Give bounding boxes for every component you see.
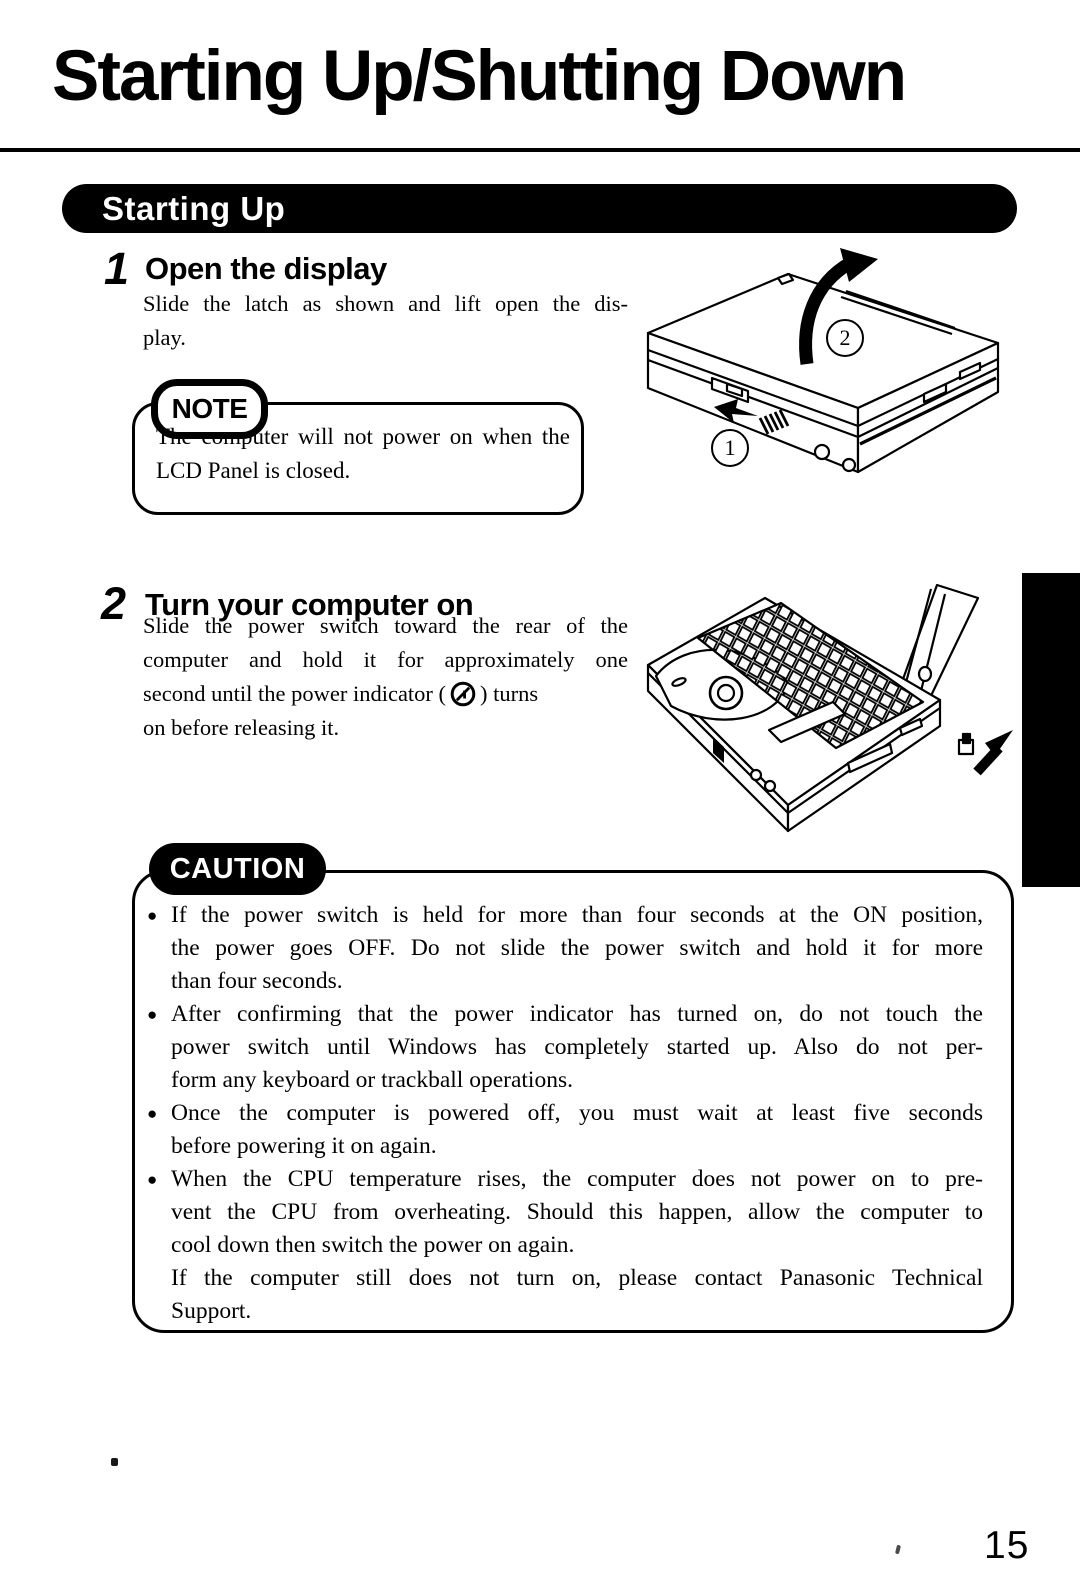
bullet-marker: ● [147, 906, 158, 925]
step2-body-line: Slide the power switch toward the rear of the [143, 613, 628, 638]
note-text-line: LCD Panel is closed. [156, 457, 351, 483]
figure-closed-laptop-open-display [628, 246, 1080, 508]
caution-line: than four seconds. [171, 968, 343, 994]
scan-artifact [895, 1545, 901, 1555]
step2-line3-after: ) turns [480, 681, 539, 706]
step1-body-line: play. [143, 325, 186, 350]
figure-open-laptop-power-switch [623, 572, 1023, 838]
step1-body [143, 287, 628, 355]
caution-line: Support. [171, 1298, 252, 1324]
scan-artifact [111, 1458, 118, 1466]
section-banner [62, 184, 1017, 233]
caution-line: vent the CPU from overheating. Should this happen, allow the computer to [171, 1199, 983, 1225]
step2-heading: Turn your computer on [145, 587, 474, 622]
caution-bullets [147, 899, 983, 1328]
caution-line: After confirming that the power indicator has turned on, do not touch the [171, 1001, 983, 1027]
caution-bullet [147, 1097, 983, 1163]
bullet-marker: ● [147, 1170, 158, 1189]
power-indicator-icon [449, 680, 477, 708]
caution-box [132, 852, 1014, 1333]
caution-bullet [147, 899, 983, 998]
caution-line: Once the computer is powered off, you must wait at least five seconds [171, 1100, 983, 1126]
step2-line3-before: second until the power indicator ( [143, 681, 447, 706]
step2-body [143, 609, 628, 745]
page-title: Starting Up/Shutting Down [52, 37, 906, 116]
caution-line: cool down then switch the power on again. [171, 1232, 575, 1258]
step1-body-line: Slide the latch as shown and lift open the dis- [143, 291, 628, 316]
step1-heading: Open the display [145, 251, 387, 286]
step2-number: 2 [101, 578, 126, 629]
title-divider [0, 148, 1080, 152]
bullet-marker: ● [147, 1005, 158, 1024]
caution-continuation [147, 1262, 983, 1328]
note-label: NOTE [171, 393, 248, 424]
step2-body-line: on before releasing it. [143, 715, 340, 740]
page-edge-tab [1022, 573, 1080, 887]
caution-bullet [147, 1163, 983, 1262]
note-text-line: The computer will not power on when the [156, 424, 570, 449]
step1-number: 1 [104, 243, 129, 294]
page-number: 15 [984, 1524, 1030, 1567]
caution-line: If the power switch is held for more than four seconds at the ON position, [171, 902, 983, 928]
caution-bullet [147, 998, 983, 1097]
caution-label: CAUTION [169, 852, 306, 885]
caution-line: form any keyboard or trackball operations. [171, 1067, 573, 1093]
caution-line: power switch until Windows has completely started up. Also do not per- [171, 1034, 983, 1060]
note-text [156, 420, 570, 487]
section-banner-label: Starting Up [102, 190, 286, 227]
step2-body-line: computer and hold it for approximately one [143, 647, 628, 672]
caution-label-pill [149, 843, 326, 895]
caution-line: the power goes OFF. Do not slide the power switch and hold it for more [171, 935, 983, 961]
caution-line: before powering it on again. [171, 1133, 437, 1159]
callout-2: 2 [826, 319, 864, 357]
callout-1: 1 [711, 429, 749, 467]
caution-line: When the CPU temperature rises, the computer does not power on to pre- [171, 1166, 983, 1192]
note-box [132, 393, 584, 515]
bullet-marker: ● [147, 1104, 158, 1123]
caution-line: If the computer still does not turn on, please contact Panasonic Technical [171, 1265, 983, 1291]
step2-body-line [143, 677, 628, 711]
